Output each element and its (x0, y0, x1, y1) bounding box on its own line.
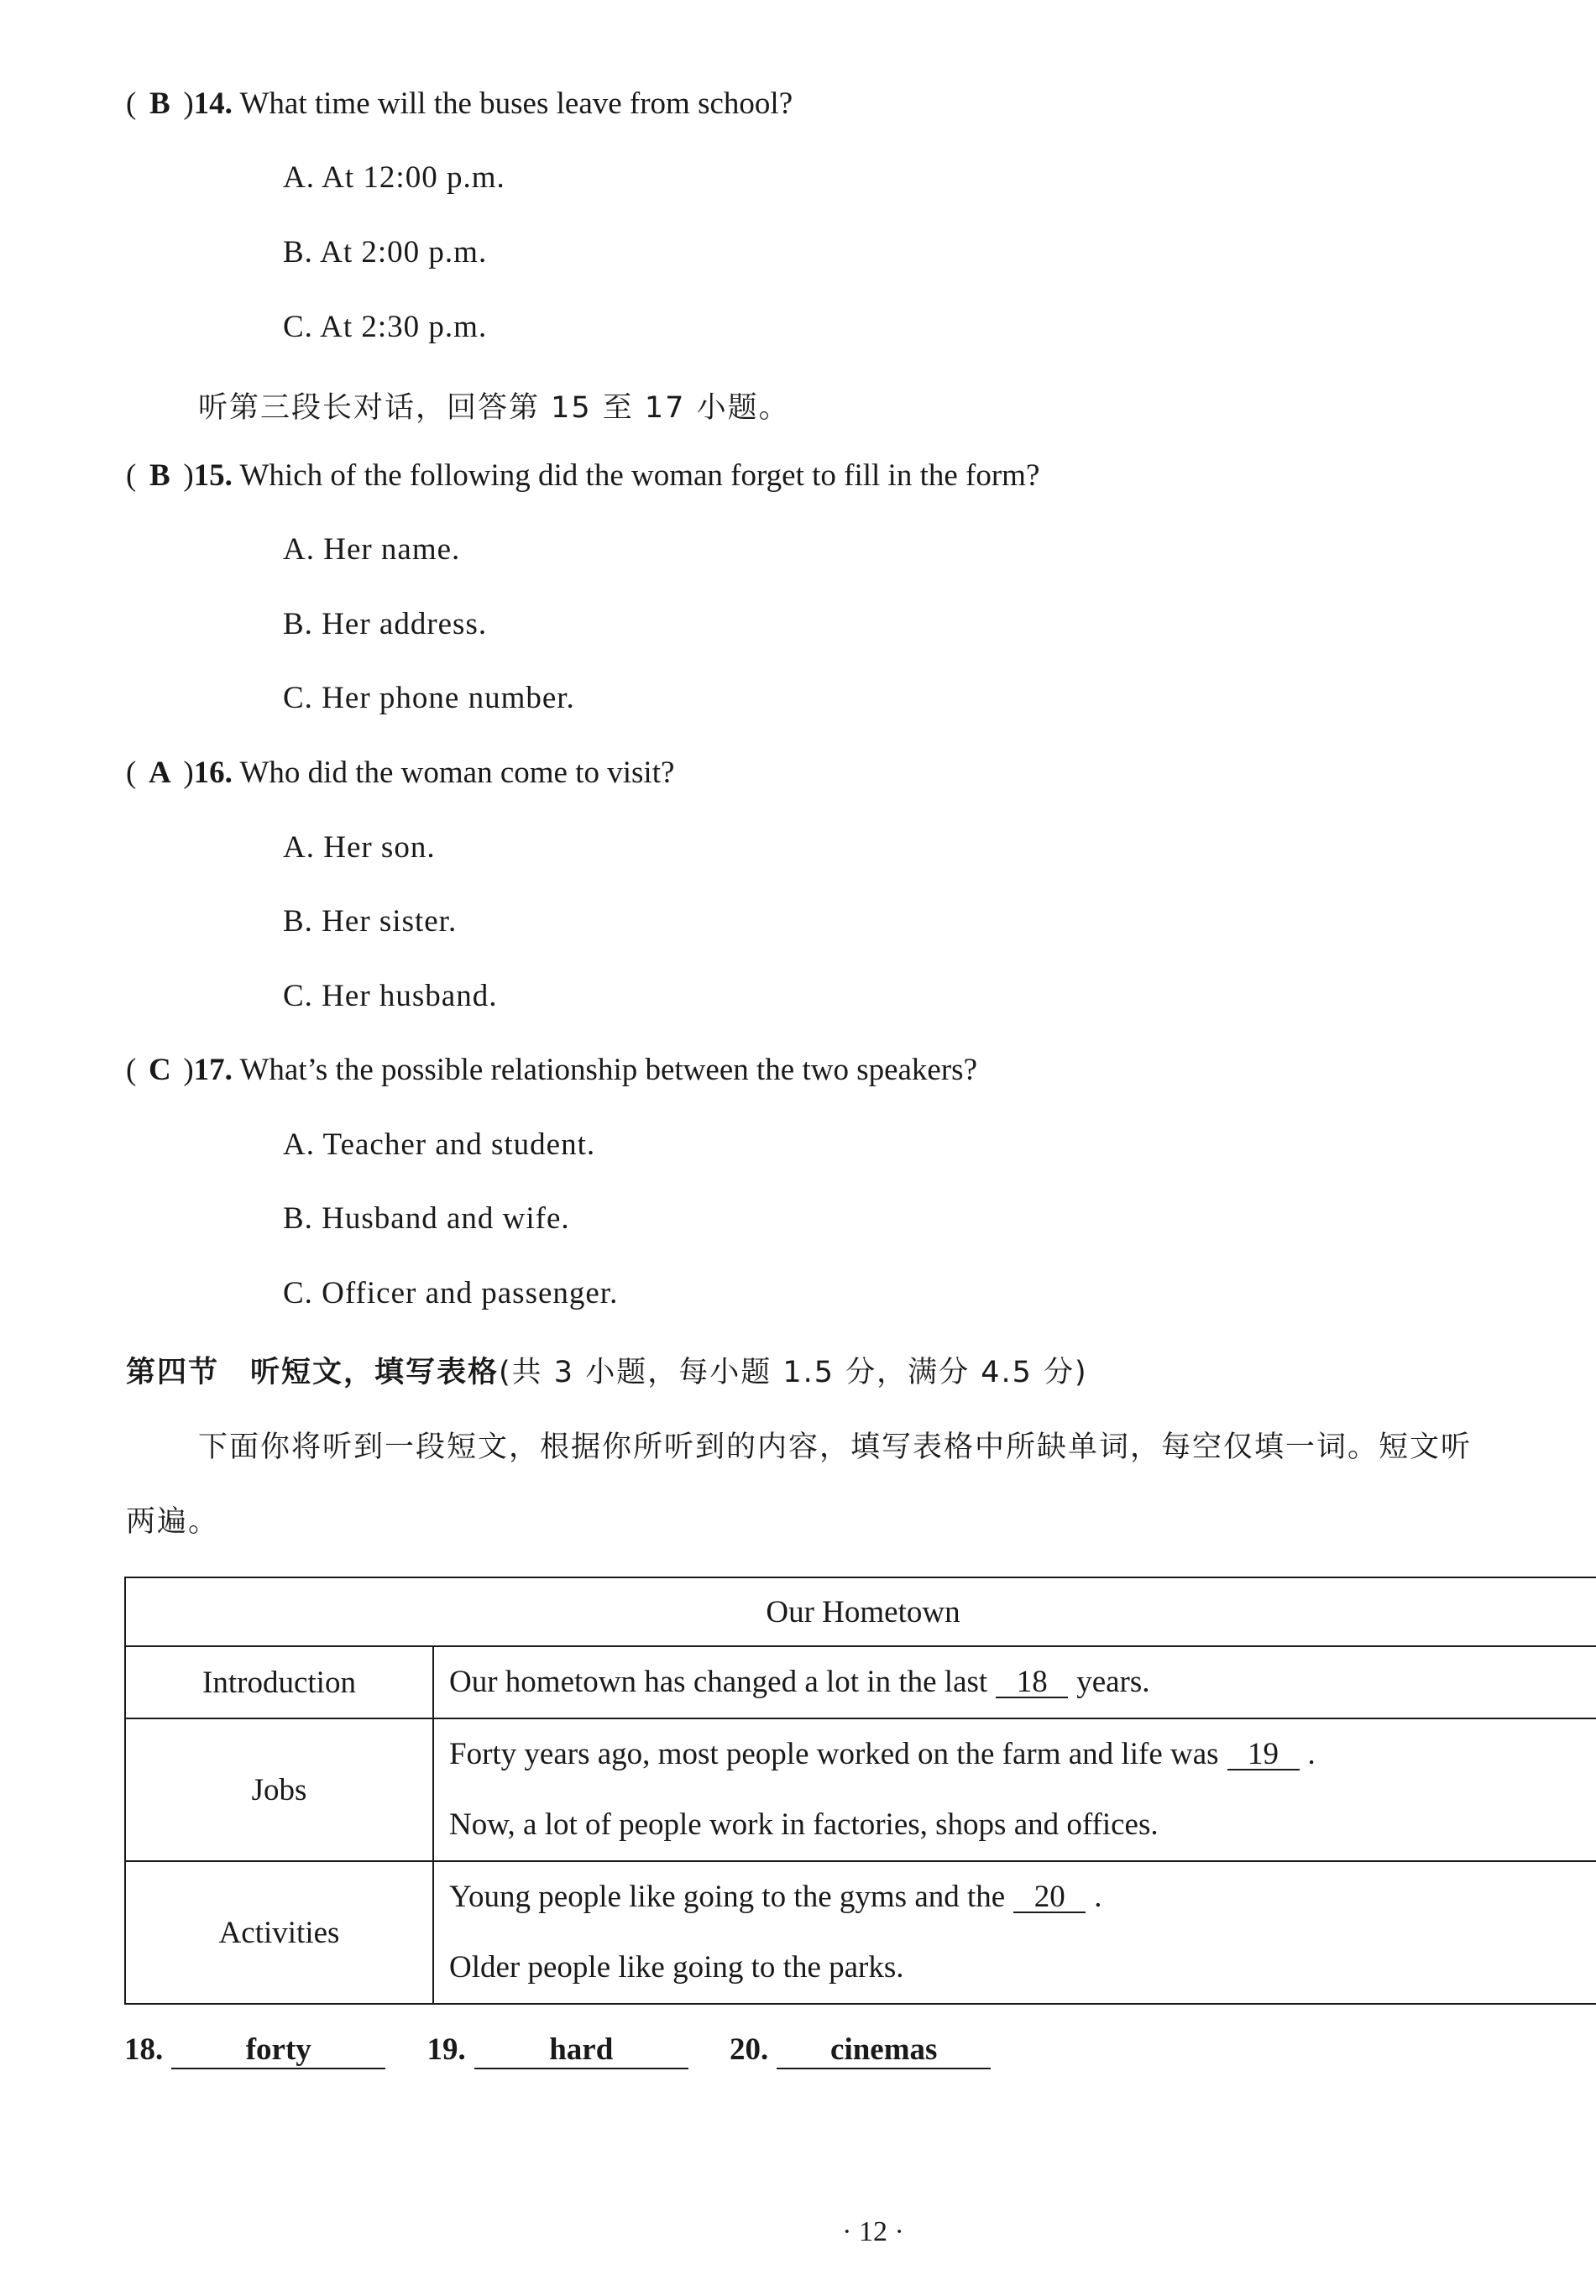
content-line: Older people like going to the parks. (449, 1950, 904, 1985)
answer-item (730, 2032, 991, 2069)
content-text-end: . (1094, 1880, 1102, 1914)
answer-value: forty (171, 2032, 385, 2069)
answer-choice: B (149, 86, 170, 121)
question-16 (126, 755, 674, 791)
answer-value: cinemas (777, 2032, 991, 2069)
option-a: A. Her son. (283, 830, 436, 865)
content-line (449, 1719, 1596, 1790)
question-text: What time will the buses leave from school? (239, 86, 793, 121)
row-label: Jobs (125, 1718, 433, 1861)
question-number: 16. (193, 756, 233, 790)
option-c: C. At 2:30 p.m. (283, 310, 488, 344)
table-row (125, 1861, 1596, 2004)
blank-18: 18 (996, 1668, 1068, 1698)
paren-close: ) (183, 458, 194, 493)
hometown-table (124, 1577, 1596, 2005)
answer-choice: B (149, 458, 170, 493)
section-instruction-continued: 两遍。 (126, 1505, 220, 1539)
question-14 (126, 86, 793, 122)
section-note: 听第三段长对话，回答第 15 至 17 小题。 (198, 391, 790, 425)
blank-19: 19 (1227, 1740, 1300, 1770)
answer-number: 20. (730, 2032, 769, 2067)
content-text: Young people like going to the gyms and the (449, 1880, 1006, 1914)
content-text-end: . (1307, 1737, 1316, 1771)
row-content (433, 1646, 1596, 1718)
option-b: B. Her address. (283, 607, 488, 641)
table-row (125, 1718, 1596, 1861)
answer-value: hard (474, 2032, 688, 2069)
row-content (433, 1861, 1596, 2004)
option-a: A. Her name. (283, 532, 461, 567)
answer-choice: A (148, 756, 171, 790)
answer-number: 19. (426, 2032, 466, 2067)
option-c: C. Her phone number. (283, 681, 575, 715)
table-title: Our Hometown (125, 1577, 1596, 1646)
content-line (449, 1647, 1596, 1718)
option-b: B. At 2:00 p.m. (283, 235, 488, 269)
question-text: Who did the woman come to visit? (239, 756, 675, 790)
section-instruction: 下面你将听到一段短文，根据你所听到的内容，填写表格中所缺单词，每空仅填一词。短文听 (198, 1430, 1473, 1464)
row-content (433, 1718, 1596, 1861)
answer-item (124, 2032, 385, 2069)
question-number: 17. (193, 1053, 233, 1087)
paren-close: ) (183, 756, 194, 790)
option-c: C. Officer and passenger. (283, 1276, 619, 1310)
table-row (125, 1646, 1596, 1718)
question-17 (126, 1052, 977, 1088)
section-heading-detail: (共 3 小题，每小题 1.5 分，满分 4.5 分) (499, 1356, 1088, 1389)
paren-open: ( (126, 458, 137, 493)
option-a: A. Teacher and student. (283, 1127, 596, 1162)
question-number: 15. (193, 458, 233, 493)
paren-close: ) (183, 1053, 194, 1087)
answer-item (427, 2032, 688, 2069)
question-15 (126, 458, 1039, 494)
question-number: 14. (193, 86, 233, 121)
blank-20: 20 (1013, 1883, 1086, 1913)
row-label: Introduction (125, 1646, 433, 1718)
content-line (449, 1862, 1596, 1933)
section-heading (126, 1349, 1088, 1391)
option-c: C. Her husband. (283, 979, 498, 1013)
section-heading-title: 第四节 听短文，填写表格 (126, 1356, 500, 1389)
paren-open: ( (126, 756, 137, 790)
page-number: · 12 · (842, 2216, 904, 2247)
content-text-end: years. (1076, 1665, 1150, 1699)
paren-open: ( (126, 86, 137, 121)
option-b: B. Her sister. (283, 904, 458, 939)
option-a: A. At 12:00 p.m. (283, 160, 505, 195)
answer-choice: C (148, 1053, 171, 1087)
row-label: Activities (125, 1861, 433, 2004)
content-text: Our hometown has changed a lot in the last (449, 1665, 988, 1699)
content-text: Forty years ago, most people worked on the farm and life was (449, 1737, 1219, 1771)
paren-close: ) (183, 86, 194, 121)
paren-open: ( (126, 1053, 137, 1087)
answer-row (124, 2032, 1024, 2069)
option-b: B. Husband and wife. (283, 1201, 570, 1236)
question-text: What’s the possible relationship between the two speakers? (239, 1053, 977, 1087)
content-line: Now, a lot of people work in factories, shops and offices. (449, 1807, 1159, 1842)
answer-number: 18. (124, 2032, 164, 2067)
question-text: Which of the following did the woman forget to fill in the form? (239, 458, 1040, 493)
